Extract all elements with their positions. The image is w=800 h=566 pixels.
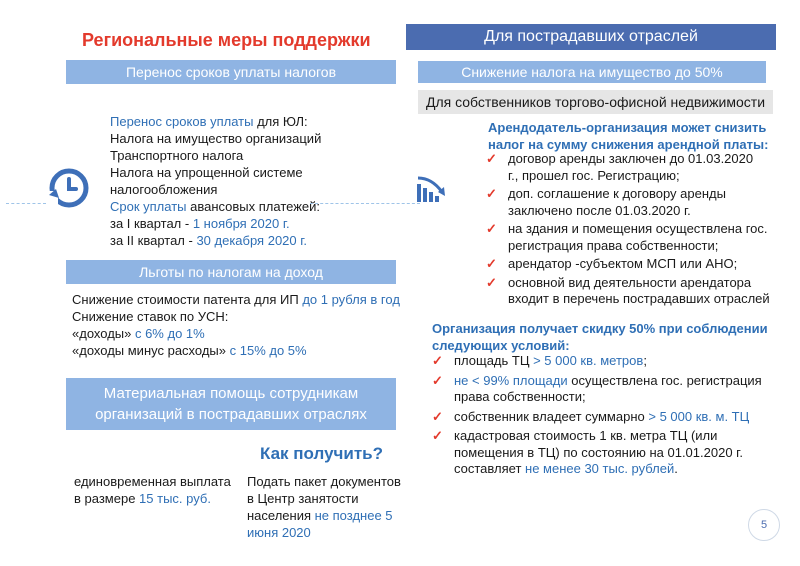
landlord-conditions — [486, 151, 781, 308]
condition-value: не < 99% площади — [454, 372, 568, 388]
condition-text: собственник владеет суммарно — [454, 408, 649, 424]
condition-text: договор аренды заключен до 01.03.2020 — [508, 151, 754, 166]
quarter-label: за I квартал - — [110, 216, 193, 231]
how-to-get-title: Как получить? — [260, 444, 384, 463]
patent-text: Снижение стоимости патента для ИП — [72, 292, 303, 307]
condition-text: . — [674, 461, 678, 476]
condition-text: доп. соглашение к договору аренды — [508, 186, 726, 201]
aid-procedure-block — [247, 473, 417, 541]
deferral-line: Налога на упрощенной системе — [110, 165, 303, 180]
dashed-divider — [310, 203, 420, 204]
aid-procedure-line: в Центр занятости — [247, 491, 359, 506]
list-item — [432, 428, 772, 478]
list-item — [432, 353, 772, 370]
condition-text: ; — [643, 353, 647, 368]
deferral-label: Перенос сроков уплаты — [110, 114, 254, 129]
aid-amount: 15 тыс. руб. — [139, 491, 211, 506]
deferral-line: Налога на имущество организаций — [110, 131, 322, 146]
payment-term-rest: авансовых платежей: — [186, 199, 321, 214]
discount-block — [432, 320, 772, 354]
property-tax-header: Снижение налога на имущество до 50% — [418, 61, 766, 83]
deferral-line: налогообложения — [110, 182, 218, 197]
usn-income-minus-label: «доходы минус расходы» — [72, 343, 230, 358]
condition-text: кадастровая стоимость 1 кв. метра ТЦ (или — [454, 428, 718, 443]
aid-amount-label: в размере — [74, 491, 140, 506]
condition-text: регистрация права собственности; — [508, 237, 719, 253]
usn-income-rate: с 6% до 1% — [134, 326, 205, 341]
list-item — [486, 275, 781, 308]
aid-procedure-line: Подать пакет документов — [247, 474, 401, 489]
right-title: Для пострадавших отраслей — [406, 24, 776, 50]
deferral-label-rest: для ЮЛ: — [253, 114, 308, 129]
landlord-intro: налог на сумму снижения арендной платы: — [488, 137, 769, 152]
quarter-date: 30 декабря 2020 г. — [196, 233, 308, 248]
discount-conditions — [432, 353, 772, 478]
condition-text: на здания и помещения осуществлена гос. — [508, 221, 768, 236]
tax-deferral-header: Перенос сроков уплаты налогов — [66, 60, 396, 84]
landlord-block — [488, 119, 783, 153]
aid-deadline: не позднее 5 — [314, 508, 393, 523]
list-item — [432, 409, 772, 426]
discount-intro: следующих условий: — [432, 338, 570, 353]
quarter-label: за II квартал - — [110, 233, 197, 248]
condition-text: права собственности; — [454, 389, 586, 404]
check-icon: ✓ — [486, 221, 497, 236]
check-icon: ✓ — [432, 408, 443, 424]
list-item — [486, 151, 781, 184]
payment-term-label: Срок уплаты — [110, 199, 187, 214]
condition-text: арендатор -субъектом МСП или АНО; — [508, 256, 738, 271]
check-icon: ✓ — [486, 186, 497, 201]
usn-income-minus-rate: с 15% до 5% — [229, 343, 307, 358]
dashed-divider — [6, 203, 46, 204]
list-item — [432, 373, 772, 406]
chart-down-icon — [414, 172, 450, 204]
check-icon: ✓ — [486, 256, 497, 271]
aid-payment-line: единовременная выплата — [74, 474, 231, 489]
clock-icon — [46, 165, 92, 211]
condition-text: площадь ТЦ — [454, 353, 534, 368]
condition-text: основной вид деятельности арендатора — [508, 274, 752, 290]
income-tax-header: Льготы по налогам на доход — [66, 260, 396, 284]
condition-value: не менее 30 тыс. рублей — [525, 461, 675, 476]
check-icon: ✓ — [432, 372, 443, 388]
left-title: Региональные меры поддержки — [82, 30, 371, 50]
aid-deadline-line: июня 2020 — [247, 525, 311, 540]
page-number: 5 — [748, 509, 780, 541]
quarter-date: 1 ноября 2020 г. — [192, 216, 290, 231]
list-item — [486, 256, 781, 273]
condition-text: г., прошел гос. Регистрацию; — [508, 167, 680, 183]
list-item — [486, 221, 781, 254]
owners-line: Для собственников торгово-офисной недвижимости — [418, 90, 773, 114]
aid-header — [66, 378, 396, 430]
list-item — [486, 186, 781, 219]
usn-title: Снижение ставок по УСН: — [72, 309, 229, 324]
aid-header-line: организаций в пострадавших отраслях — [95, 406, 367, 423]
aid-header-line: Материальная помощь сотрудникам — [103, 385, 359, 402]
condition-value: > 5 000 кв. м. ТЦ — [648, 408, 750, 424]
landlord-intro: Арендодатель-организация может снизить — [488, 120, 767, 135]
check-icon: ✓ — [432, 428, 443, 443]
condition-text: помещения в ТЦ) по состоянию на 01.01.2020 г. — [454, 444, 743, 460]
check-icon: ✓ — [486, 151, 497, 166]
check-icon: ✓ — [486, 274, 497, 290]
deferral-line: Транспортного налога — [110, 148, 244, 163]
condition-text: входит в перечень пострадавших отраслей — [508, 291, 770, 306]
tax-deferral-block — [110, 113, 410, 249]
condition-text: составляет — [454, 461, 526, 476]
condition-text: заключено после 01.03.2020 г. — [508, 202, 691, 218]
check-icon: ✓ — [432, 353, 443, 368]
usn-income-label: «доходы» — [72, 326, 135, 341]
condition-value: > 5 000 кв. метров — [533, 353, 644, 368]
condition-text: осуществлена гос. регистрация — [567, 372, 762, 388]
income-tax-block — [72, 291, 402, 359]
aid-procedure-line: населения — [247, 508, 315, 523]
discount-intro: Организация получает скидку 50% при соблюдении — [432, 321, 768, 336]
aid-payment-block — [74, 473, 244, 507]
patent-value: до 1 рубля в год — [302, 292, 400, 307]
